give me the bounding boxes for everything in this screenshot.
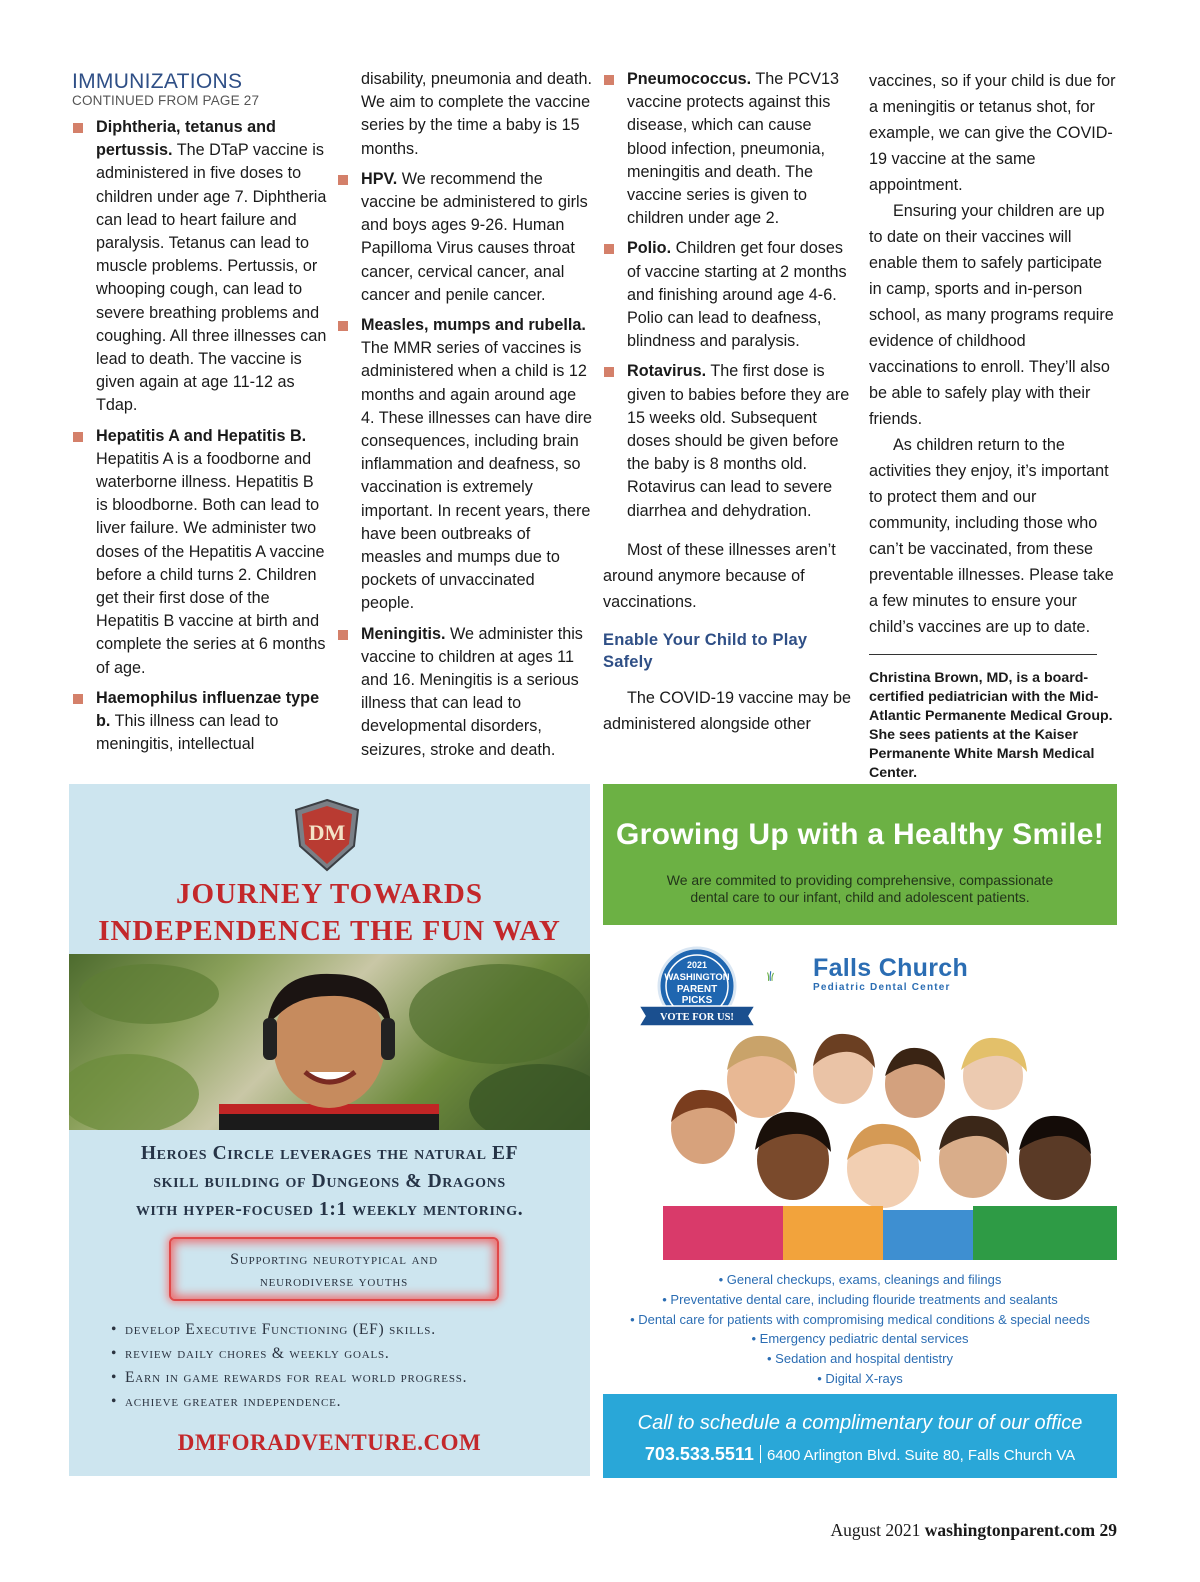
list-item: • Emergency pediatric dental services <box>751 1331 969 1347</box>
list-item: • Dental care for patients with compromising medical conditions & special needs <box>630 1311 1090 1327</box>
ad1-body-line: Heroes Circle leverages the natural EF <box>140 1143 519 1164</box>
list-item: • Preventative dental care, including flouride treatments and sealants <box>662 1291 1058 1307</box>
list-item: • Digital X-rays <box>817 1370 903 1386</box>
vaccine-text: The MMR series of vaccines is administered when a child is 12 months and again around age 4. These illnesses can have dire consequences, including brain inflammation and deafness, so vaccination is extremely important. In recent years, there have been outbreaks of measles and mumps due to pockets of unvaccinated people. <box>361 339 592 613</box>
vaccine-term: Diphtheria, tetanus and pertussis. <box>96 118 276 160</box>
ad1-headline-line: JOURNEY TOWARDS <box>176 878 483 910</box>
ad2-subheadline <box>603 872 1117 906</box>
falls-church-logo-icon <box>765 952 809 1000</box>
dm-shield-logo-icon <box>292 798 362 872</box>
bullet-square-icon <box>604 244 614 254</box>
list-item <box>72 687 327 757</box>
ad1-website-link[interactable]: DMFORADVENTURE.COM <box>177 1430 482 1455</box>
ad1-headline-line: INDEPENDENCE THE FUN WAY <box>98 915 561 947</box>
subheading: Enable Your Child to Play Safely <box>603 630 808 671</box>
bullet-square-icon <box>338 321 348 331</box>
ad1-box-line: Supporting neurotypical and <box>230 1251 438 1268</box>
section-title: IMMUNIZATIONS <box>72 70 243 93</box>
ad1-body-line: skill building of Dungeons & Dragons <box>153 1171 506 1192</box>
list-item <box>603 237 853 353</box>
badge-line1: WASHINGTON <box>664 972 730 983</box>
vaccine-text: We administer this vaccine to children at ages 11 and 16. Meningitis is a serious illness that can lead to developmental disorders, seizures, stroke and death. <box>361 624 583 759</box>
ad1-box-line: neurodiverse youths <box>259 1273 409 1290</box>
page-number: 29 <box>1099 1520 1117 1540</box>
vaccine-text: Hepatitis A is a foodborne and waterborne illness. Hepatitis B is bloodborne. Both can lead to liver failure. We administer two doses of the Hepatitis A vaccine before a child turns 2. Children get their first dose of the Hepatitis B vaccine at birth and complete the series at 6 months of age. <box>96 449 326 677</box>
list-item <box>72 425 327 680</box>
badge-ribbon: VOTE FOR US! <box>660 1012 734 1023</box>
falls-church-dental-ad[interactable] <box>603 784 1117 1478</box>
bullet-square-icon <box>73 123 83 133</box>
article-column-1 <box>72 68 327 763</box>
badge-year: 2021 <box>686 960 708 970</box>
body-paragraph: Most of these illnesses aren’t around anymore because of vaccinations. <box>603 540 836 611</box>
vaccine-term: Hepatitis A and Hepatitis B. <box>96 426 307 445</box>
vaccine-text: We recommend the vaccine be administered to girls and boys ages 9-26. Human Papilloma Virus causes throat cancer, cervical cancer, anal cancer and penile cancer. <box>361 169 588 304</box>
ad1-headline <box>69 876 590 950</box>
article-column-3 <box>603 68 853 743</box>
badge-line2: PARENT <box>676 984 718 995</box>
ad2-sub-line: dental care to our infant, child and adolescent patients. <box>690 889 1030 905</box>
issue-date: August 2021 <box>830 1520 921 1540</box>
list-item: • develop Executive Functioning (EF) skills. <box>111 1318 581 1342</box>
list-item <box>603 360 853 522</box>
ad2-sub-line: We are commited to providing comprehensive, compassionate <box>666 872 1054 888</box>
phone-number-link[interactable]: 703.533.5511 <box>644 1444 754 1464</box>
list-item: • review daily chores & weekly goals. <box>111 1342 581 1366</box>
vaccine-text: The DTaP vaccine is administered in five doses to children under age 7. Diphtheria can lead to heart failure and paralysis. Tetanus can lead to muscle problems. Pertussis, or whooping cough, can lead to severe breathing problems and coughing. All three illnesses can lead to death. The vaccine is given again at age 11-12 as Tdap. <box>96 141 327 415</box>
list-item <box>337 314 592 616</box>
website-name: washingtonparent.com <box>924 1520 1096 1540</box>
bullet-square-icon <box>73 694 83 704</box>
bullet-square-icon <box>604 75 614 85</box>
contact-info <box>603 1444 1117 1465</box>
vaccine-term: Haemophilus influenzae type b. <box>96 688 320 731</box>
divider <box>869 654 1097 655</box>
vaccine-text: This illness can lead to meningitis, intellectual <box>96 712 279 754</box>
list-item <box>337 168 592 307</box>
vaccine-term: Polio. <box>627 239 672 258</box>
bullet-square-icon <box>604 367 614 377</box>
bullet-square-icon <box>338 175 348 185</box>
list-item: • Sedation and hospital dentistry <box>767 1351 953 1367</box>
body-paragraph: As children return to the activities they enjoy, it’s important to protect them and our community, including those who can’t be vaccinated, from these preventable illnesses. Please take a few minutes to ensure your child’s vaccines are up to date. <box>869 436 1114 636</box>
vaccine-term: Pneumococcus. <box>627 70 752 88</box>
article-column-2 <box>337 68 592 769</box>
ad1-body-line: with hyper-focused 1:1 weekly mentoring. <box>135 1199 524 1220</box>
list-item <box>603 68 853 230</box>
body-paragraph: vaccines, so if your child is due for a meningitis or tetanus shot, for example, we can give the COVID-19 vaccine at the same appointment. <box>869 72 1116 194</box>
list-item: • Earn in game rewards for real world progress. <box>111 1366 581 1390</box>
ad1-body-text <box>69 1140 590 1224</box>
vaccine-text: Children get four doses of vaccine starting at 2 months and finishing around age 4-6. Polio can lead to deafness, blindness and paralysis. <box>627 239 847 351</box>
ad1-benefits-list <box>111 1318 581 1414</box>
body-paragraph: The COVID-19 vaccine may be administered alongside other <box>603 688 852 733</box>
bullet-square-icon <box>338 630 348 640</box>
vaccine-text: The first dose is given to babies before they are 15 weeks old. Subsequent doses should be given before the baby is 8 months old. Rotavirus can lead to severe diarrhea and dehydration. <box>627 362 850 520</box>
ad2-contact-band <box>603 1394 1117 1478</box>
brand-name: Falls Church <box>813 954 969 982</box>
vaccine-text: The PCV13 vaccine protects against this disease, which can cause blood infection, pneumonia, meningitis and death. The vaccine series is given to children under age 2. <box>627 70 840 228</box>
page-footer <box>700 1520 1117 1541</box>
body-paragraph: Ensuring your children are up to date on their vaccines will enable them to safely participate in camp, sports and in-person school, as many programs require evidence of childhood vaccinations to enroll. They’ll also be able to safely play with their friends. <box>869 202 1114 428</box>
dm-adventure-ad[interactable] <box>69 784 590 1476</box>
ad2-header-band <box>603 784 1117 925</box>
badge-line3: PICKS <box>681 995 713 1006</box>
dm-logo-text: DM <box>308 820 346 845</box>
continuation-text <box>337 68 592 161</box>
address-text: 6400 Arlington Blvd. Suite 80, Falls Church VA <box>766 1447 1076 1464</box>
list-item: • achieve greater independence. <box>111 1390 581 1414</box>
vaccine-term: Measles, mumps and rubella. <box>361 316 586 335</box>
list-item <box>72 116 327 418</box>
dental-services-list <box>603 1270 1117 1389</box>
ad1-highlight-box <box>169 1237 499 1301</box>
article-column-4 <box>869 68 1119 783</box>
ad2-headline: Growing Up with a Healthy Smile! <box>616 818 1104 851</box>
vaccine-term: Meningitis. <box>361 624 446 643</box>
vaccine-term: HPV. <box>361 169 398 188</box>
call-to-action: Call to schedule a complimentary tour of our office <box>637 1412 1083 1434</box>
continued-note: CONTINUED FROM PAGE 27 <box>72 93 260 108</box>
list-item <box>337 623 592 762</box>
bullet-square-icon <box>73 432 83 442</box>
child-with-headphones-photo <box>69 954 590 1130</box>
divider <box>760 1445 761 1463</box>
continuation-span: disability, pneumonia and death. We aim to complete the vaccine series by the time a baby is 15 months. <box>361 70 592 158</box>
author-bio: Christina Brown, MD, is a board-certified pediatrician with the Mid-Atlantic Permanente Medical Group. She sees patients at the Kaiser Permanente White Marsh Medical Center. <box>869 670 1113 781</box>
brand-subtitle: Pediatric Dental Center <box>813 982 951 993</box>
photo-illustration <box>69 954 590 1130</box>
list-item: • General checkups, exams, cleanings and filings <box>718 1272 1002 1287</box>
group-of-children-photo <box>643 1010 1117 1260</box>
vaccine-term: Rotavirus. <box>627 362 707 381</box>
